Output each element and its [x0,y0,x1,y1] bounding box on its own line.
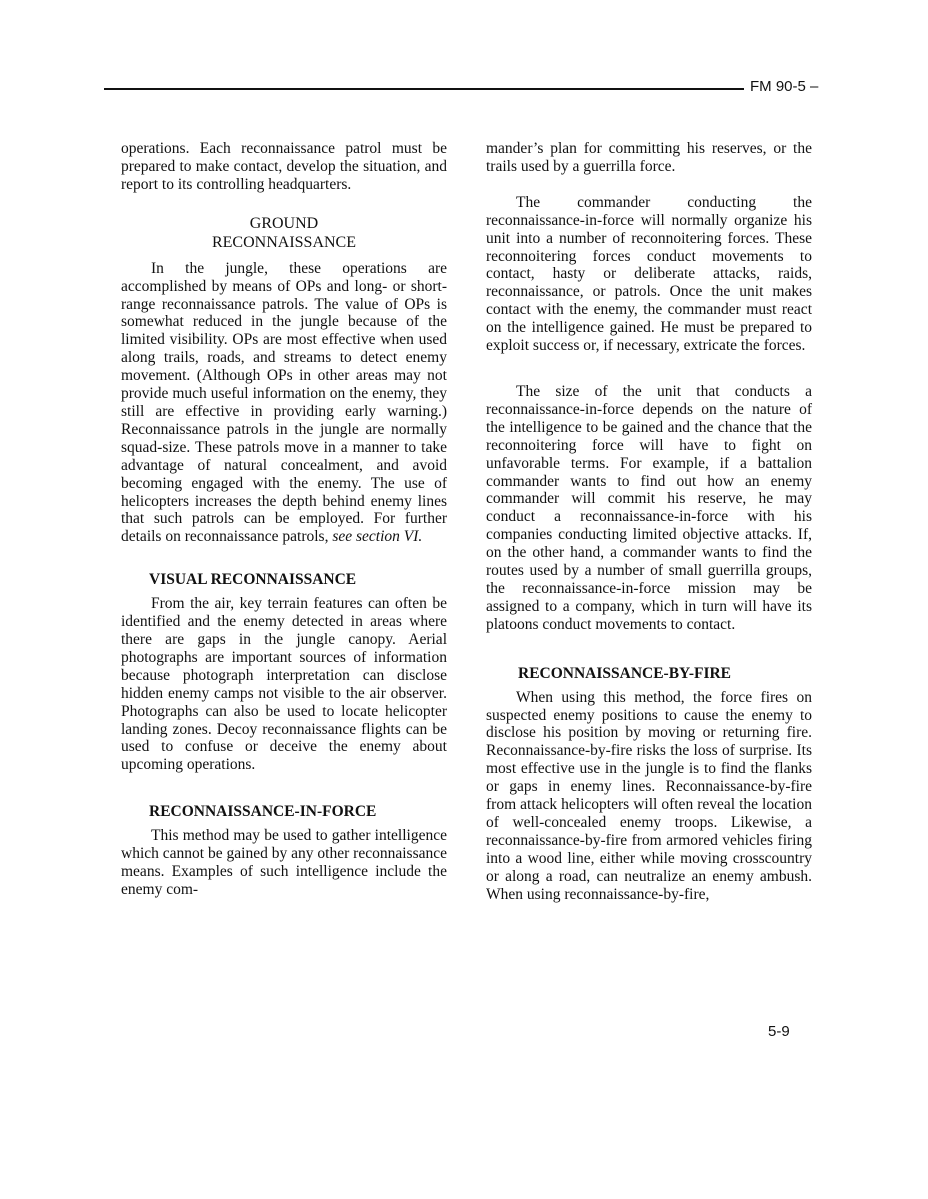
left-column [121,140,447,899]
ground-reconnaissance-heading [121,214,447,252]
header-rule [104,88,744,90]
left-continuation-paragraph: operations. Each reconnaissance patrol must be prepared to make contact, develop the situation, and report to its controlling headquarters. [121,140,447,193]
page-number: 5-9 [768,1023,790,1040]
unit-size-paragraph: The size of the unit that conducts a reconnaissance-in-force depends on the nature of the intelligence to be gained and the chance that the reconnoitering force will have to fight on unfavorable terms. For example, if a battalion commander wants to find out how an enemy commander will commit his reserve, he may conduct a reconnaissance-in-force with his companies conducting limited objective attacks. If, on the other hand, a commander wants to find the routes used by a number of small guerrilla groups, the reconnaissance-in-force mission may be assigned to a company, which in turn will have its platoons conduct movements to contact. [486,382,812,633]
ground-reconnaissance-paragraph [121,260,447,547]
reconnaissance-in-force-paragraph: This method may be used to gather intelligence which cannot be gained by any other reconnaissance means. Examples of such intelligence include the enemy com- [121,827,447,898]
reconnaissance-in-force-heading: RECONNAISSANCE-IN-FORCE [149,803,377,821]
ground-heading-line1: GROUND [249,214,319,232]
reconnaissance-by-fire-paragraph: When using this method, the force fires on suspected enemy positions to cause the enemy to disclose his position by moving or returning fire. Reconnaissance-by-fire risks the loss of surprise. Its most effective use in the jungle is to find the flanks or gaps in enemy lines. Reconnaissance-by-fire from attack helicopters will often reveal the location of well-concealed enemy troops. Likewise, a reconnaissance-by-fire from armored vehicles firing into a wood line, either while moving crosscountry or along a road, can neutralize an enemy ambush. When using reconnaissance-by-fire, [486,688,812,903]
ground-paragraph-text: In the jungle, these operations are accomplished by means of OPs and long- or short-range reconnaissance patrols. The value of OPs is somewhat reduced in the jungle because of the limited visibility. OPs are most effective when used along trails, roads, and streams to detect enemy movement. (Although OPs in other areas may not provide much useful information on the enemy, they still are effective in providing early warning.) Reconnaissance patrols in the jungle are normally squad-size. These patrols move in a manner to take advantage of natural concealment, and avoid becoming engaged with the enemy. The use of helicopters increases the depth behind enemy lines that such patrols can be employed. For further details on reconnaissance patrols, [121,259,447,546]
header-manual-label: FM 90-5 – [750,78,819,95]
ground-heading-line2: RECONNAISSANCE [211,233,356,251]
commander-paragraph: The commander conducting the reconnaissance-in-force will normally organize his unit into a number of reconnoitering forces. These reconnoitering forces conduct movements to contact, hasty or deliberate attacks, raids, reconnaissance, or patrols. Once the unit makes contact with the enemy, the commander must react on the intelligence gained. He must be prepared to exploit success or, if necessary, extricate the forces. [486,193,812,355]
visual-reconnaissance-heading: VISUAL RECONNAISSANCE [149,571,357,589]
section-reference: see section VI. [332,528,423,546]
visual-reconnaissance-paragraph: From the air, key terrain features can often be identified and the enemy detected in areas where there are gaps in the jungle canopy. Aerial photographs are important sources of information because photograph interpretation can disclose hidden enemy camps not visible to the air observer. Photographs can also be used to locate helicopter landing zones. Decoy reconnaissance flights can be used to confuse or deceive the enemy about upcoming operations. [121,595,447,774]
right-column [486,140,812,904]
right-continuation-paragraph: mander’s plan for committing his reserves, or the trails used by a guerrilla force. [486,140,812,175]
reconnaissance-by-fire-heading: RECONNAISSANCE-BY-FIRE [518,664,732,682]
